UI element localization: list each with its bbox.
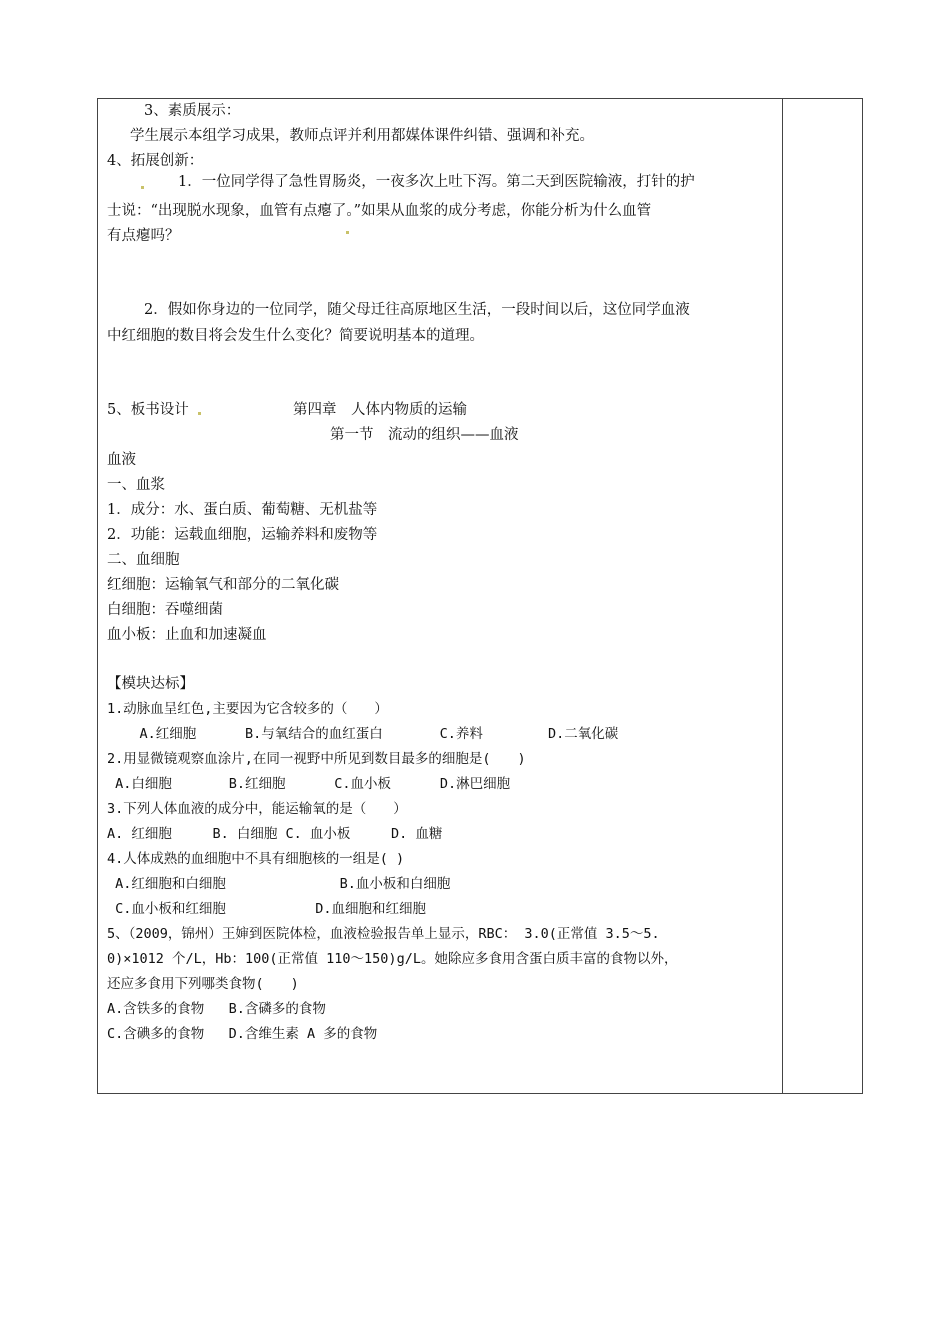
quiz-line: 还应多食用下列哪类食物( ) — [107, 976, 299, 992]
board-line: 1．成分：水、蛋白质、葡萄糖、无机盐等 — [107, 502, 378, 518]
quiz-line: A.白细胞 B.红细胞 C.血小板 D.淋巴细胞 — [107, 776, 511, 792]
section-5-title: 5、板书设计 — [107, 402, 189, 418]
chapter-title: 第四章 人体内物质的运输 — [293, 402, 467, 418]
highlight-mark — [141, 186, 144, 189]
quiz-line: C.血小板和红细胞 D.血细胞和红细胞 — [107, 901, 427, 917]
question-1-line-2: 士说：“出现脱水现象，血管有点瘪了。”如果从血浆的成分考虑，你能分析为什么血管 — [107, 203, 652, 219]
quiz-line: A.红细胞 B.与氧结合的血红蛋白 C.养料 D.二氧化碳 — [107, 726, 619, 742]
highlight-mark — [198, 412, 201, 415]
quiz-line: 1.动脉血呈红色,主要因为它含较多的（ ） — [107, 701, 388, 717]
section-3-title: 3、素质展示： — [144, 103, 241, 119]
quiz-line: 5、（2009，锦州）王婶到医院体检，血液检验报告单上显示，RBC： 3.0(正常值 3.5～5. — [107, 926, 660, 942]
board-line: 2．功能：运载血细胞，运输养料和废物等 — [107, 527, 378, 543]
quiz-line: 0)×1012 个/L，Hb：100(正常值 110～150)g/L。她除应多食用含蛋白质丰富的食物以外， — [107, 951, 678, 967]
quiz-line: 2.用显微镜观察血涂片,在同一视野中所见到数目最多的细胞是( ) — [107, 751, 526, 767]
board-line: 白细胞：吞噬细菌 — [107, 602, 223, 618]
quiz-line: 4.人体成熟的血细胞中不具有细胞核的一组是( ) — [107, 851, 405, 867]
table-frame — [97, 98, 863, 1094]
board-line: 血液 — [107, 452, 136, 468]
section-title: 第一节 流动的组织——血液 — [330, 427, 519, 443]
question-2-line-2: 中红细胞的数目将会发生什么变化？简要说明基本的道理。 — [107, 328, 484, 344]
board-line: 二、血细胞 — [107, 552, 180, 568]
quiz-line: A. 红细胞 B. 白细胞 C. 血小板 D. 血糖 — [107, 826, 443, 842]
quiz-title: 【模块达标】 — [107, 676, 194, 692]
column-divider — [782, 98, 783, 1094]
board-line: 红细胞：运输氧气和部分的二氧化碳 — [107, 577, 339, 593]
board-line: 一、血浆 — [107, 477, 165, 493]
board-line: 血小板：止血和加速凝血 — [107, 627, 267, 643]
quiz-line: A.红细胞和白细胞 B.血小板和白细胞 — [107, 876, 451, 892]
quiz-line: C.含碘多的食物 D.含维生素 A 多的食物 — [107, 1026, 378, 1042]
quiz-line: A.含铁多的食物 B.含磷多的食物 — [107, 1001, 326, 1017]
section-4-title: 4、拓展创新： — [107, 153, 204, 169]
section-3-body: 学生展示本组学习成果，教师点评并利用都媒体课件纠错、强调和补充。 — [130, 128, 594, 144]
question-1-line-3: 有点瘪吗？ — [107, 228, 180, 244]
quiz-line: 3.下列人体血液的成分中，能运输氧的是（ ） — [107, 801, 407, 817]
question-1-line-1: 1．一位同学得了急性胃肠炎，一夜多次上吐下泻。第二天到医院输液，打针的护 — [178, 174, 695, 190]
highlight-mark — [346, 231, 349, 234]
question-2-line-1: 2．假如你身边的一位同学，随父母迁往高原地区生活，一段时间以后，这位同学血液 — [144, 302, 690, 318]
